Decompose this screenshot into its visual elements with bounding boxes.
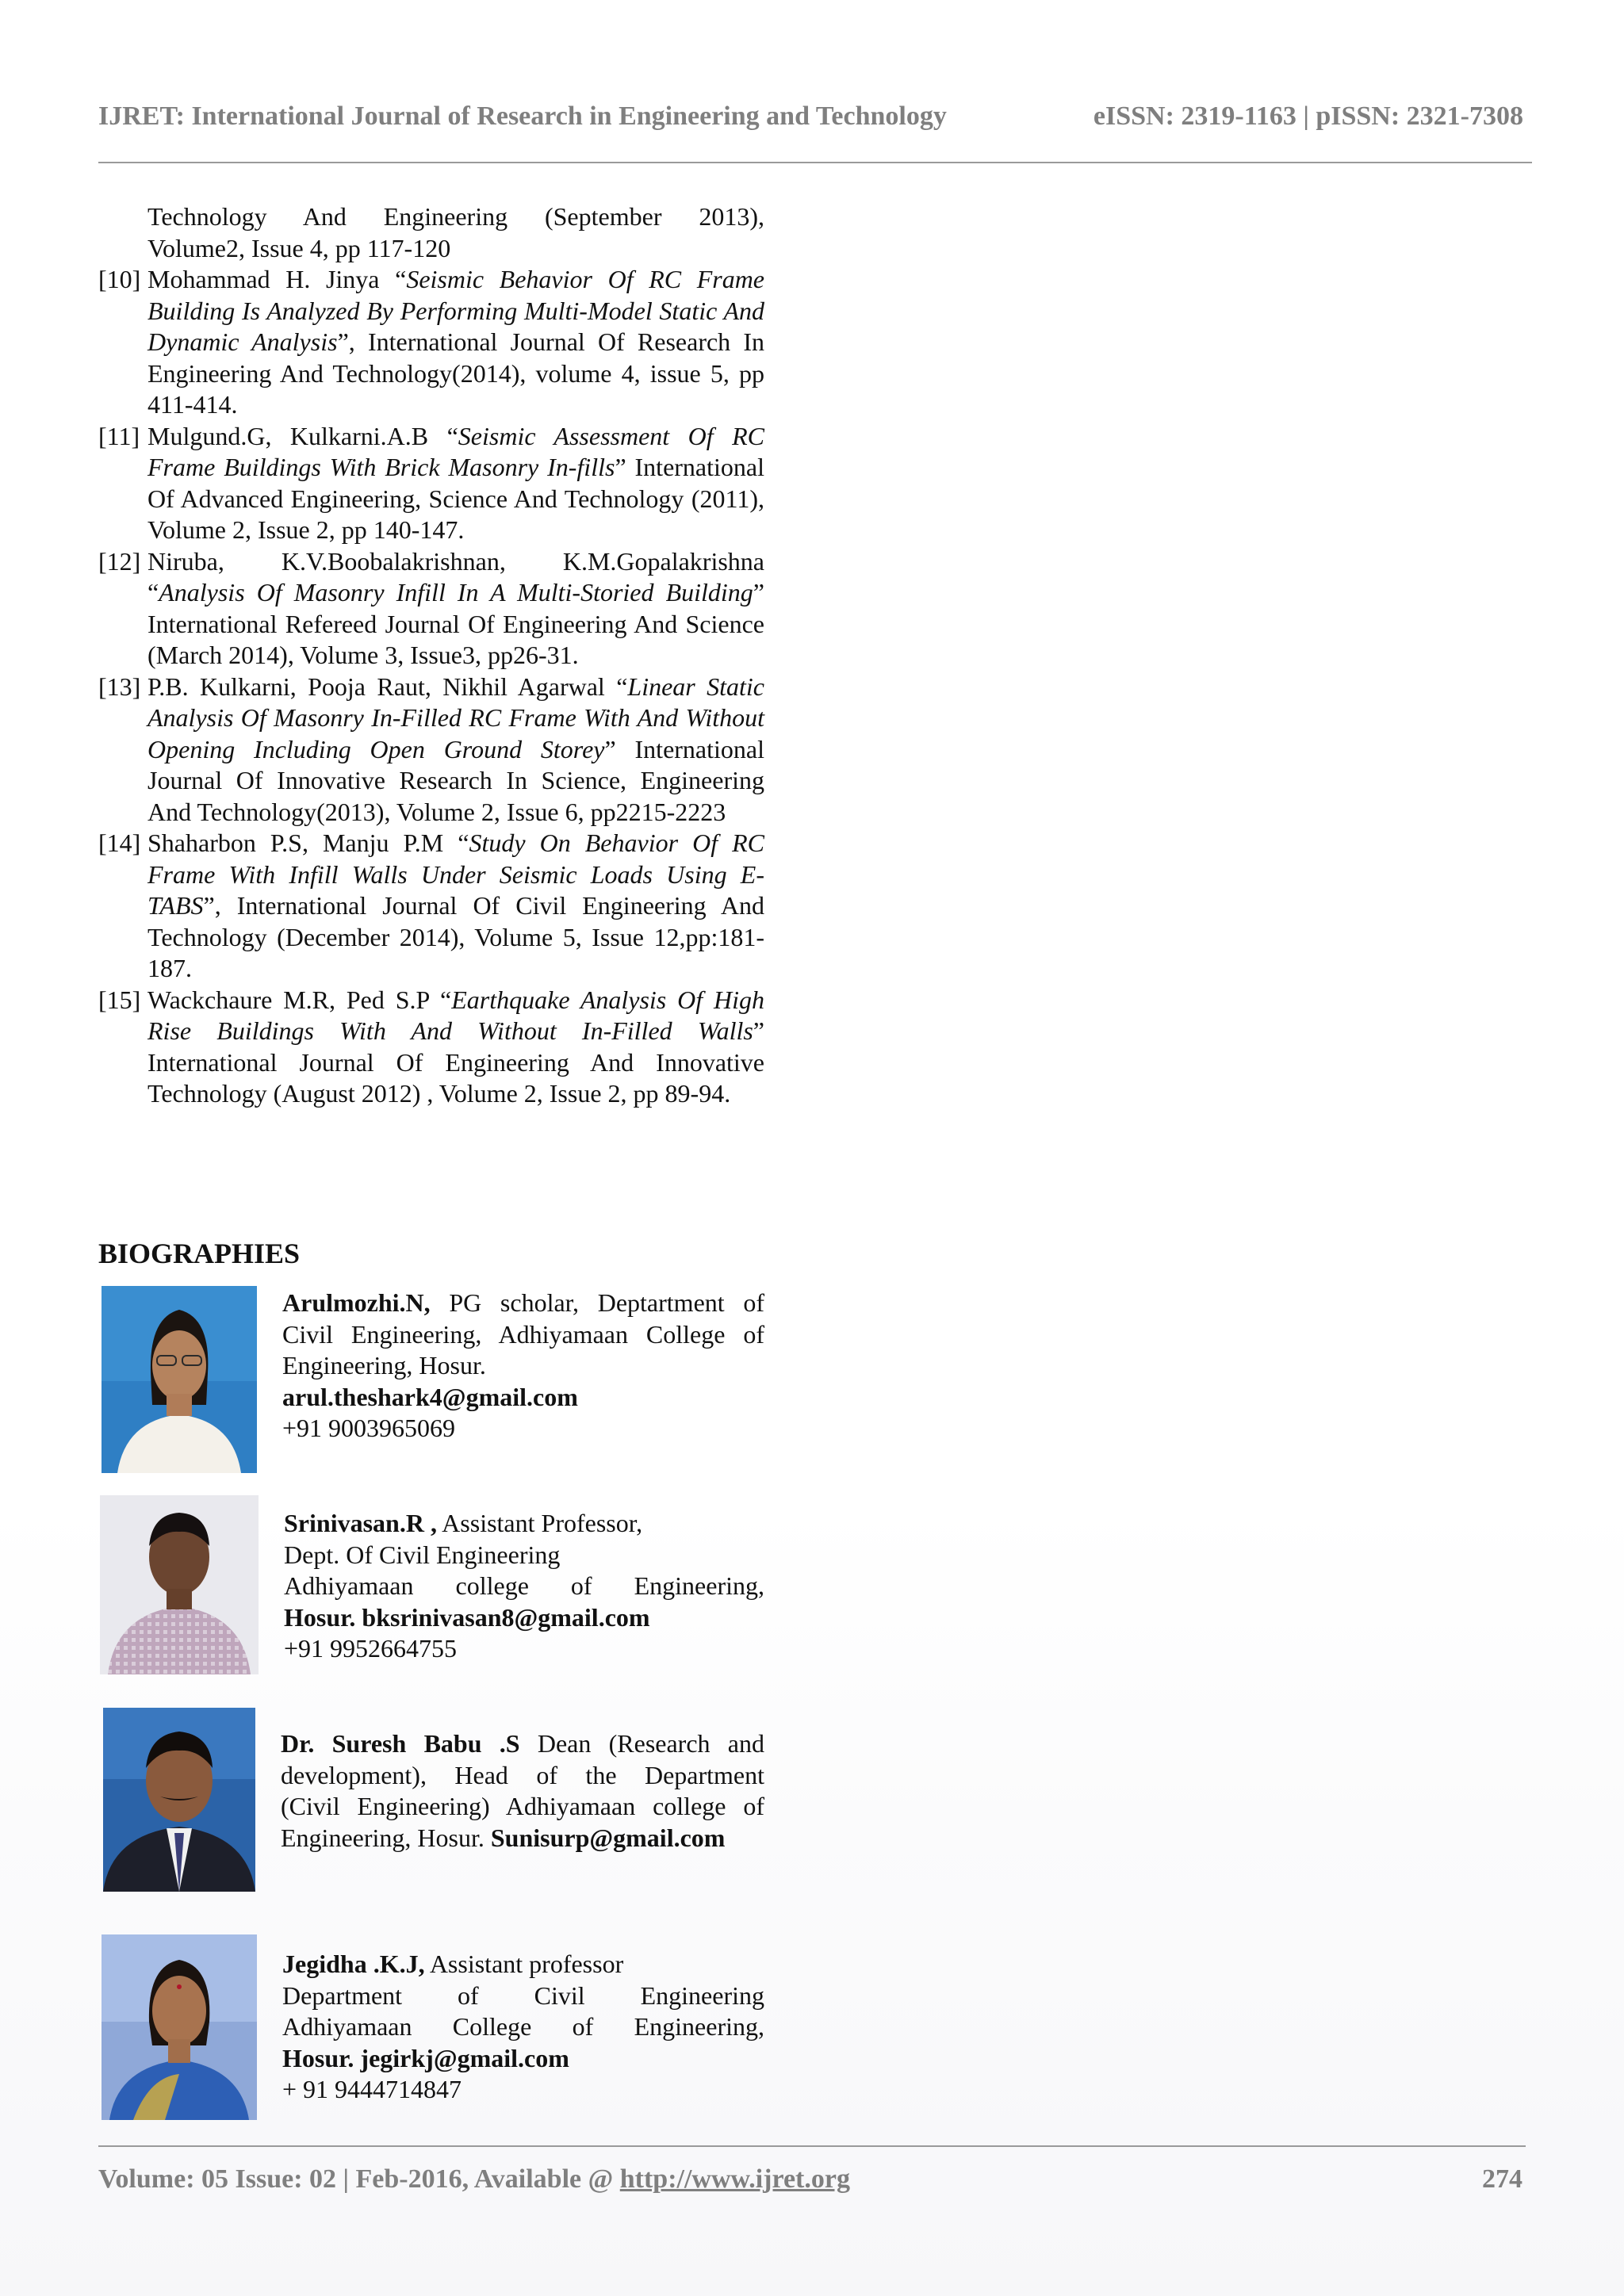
reference-number: [11] xyxy=(98,421,140,450)
footer-rule xyxy=(98,2145,1526,2147)
author-photo-suresh-babu xyxy=(103,1708,255,1892)
bio-line: Engineering, Hosur. xyxy=(281,1823,491,1852)
running-header xyxy=(98,95,1526,143)
reference-item-12 xyxy=(98,546,764,672)
author-photo-srinivasan xyxy=(100,1495,259,1674)
reference-authors: P.B. Kulkarni, Pooja Raut, Nikhil Agarwal “ xyxy=(147,672,628,701)
bio-line: Adhiyamaan College of Engineering, xyxy=(282,2012,764,2041)
reference-item-15 xyxy=(98,985,764,1110)
reference-authors: Niruba, K.V.Boobalakrishnan, K.M.Gopalakrishna “ xyxy=(147,546,764,607)
bio-line: Department of Civil Engineering xyxy=(282,1980,764,2010)
bio-name: Arulmozhi.N, xyxy=(282,1288,431,1317)
reference-number: [15] xyxy=(98,985,141,1014)
bio-name: Srinivasan.R , xyxy=(284,1509,437,1537)
reference-title: Study On Behavior Of RC Frame With Infill Walls Under Seismic Loads Using E-TABS xyxy=(147,828,764,920)
reference-title: Linear Static Analysis Of Masonry In-Filled RC Frame With And Without Opening Including Open Ground Storey xyxy=(147,672,765,763)
bio-line: Assistant Professor, xyxy=(436,1509,643,1537)
issn-text: eISSN: 2319-1163 | pISSN: 2321-7308 xyxy=(1093,101,1523,131)
bio-line: Adhiyamaan college of Engineering, xyxy=(284,1571,764,1600)
bio-text-suresh-babu xyxy=(281,1728,764,1854)
author-photo-arulmozhi xyxy=(102,1286,257,1473)
reference-source: ”, International Journal Of Civil Engineering And Technology (December 2014), Volume 5, Issue 12,pp:181-187. xyxy=(147,891,764,982)
reference-authors: Wackchaure M.R, Ped S.P “ xyxy=(147,985,452,1014)
bio-email: Hosur. bksrinivasan8@gmail.com xyxy=(284,1602,650,1632)
reference-source: ” International Of Advanced Engineering, Science And Technology (2011), Volume 2, Issue 2, pp 140-147. xyxy=(147,453,765,544)
reference-source: ” International Journal Of Innovative Research In Science, Engineering And Technology(2013), Volume 2, Issue 6, pp2215-2223 xyxy=(147,734,764,826)
bio-text-jegidha xyxy=(282,1949,764,2106)
bio-line: Dept. Of Civil Engineering xyxy=(284,1540,561,1569)
reference-authors: Shaharbon P.S, Manju P.M “ xyxy=(147,828,469,857)
bio-phone: + 91 9444714847 xyxy=(282,2075,462,2103)
reference-number: [12] xyxy=(98,546,141,576)
biographies-heading: BIOGRAPHIES xyxy=(98,1238,301,1269)
bio-line: Assistant professor xyxy=(424,1950,624,1978)
reference-title: Seismic Assessment Of RC Frame Buildings With Brick Masonry In-fills xyxy=(147,421,765,481)
reference-title: Earthquake Analysis Of High Rise Buildings With And Without In-Filled Walls xyxy=(147,985,764,1045)
bio-line: Dean (Research and xyxy=(519,1729,765,1758)
bio-email: Sunisurp@gmail.com xyxy=(490,1823,726,1852)
bio-name: Dr. Suresh Babu .S xyxy=(281,1729,520,1758)
bio-phone: +91 9003965069 xyxy=(282,1414,456,1442)
bio-line: PG scholar, Deptartment of xyxy=(430,1288,764,1317)
reference-source: ” International Refereed Journal Of Engineering And Science (March 2014), Volume 3, Issue3, pp26-31. xyxy=(147,578,764,669)
bio-email: arul.theshark4@gmail.com xyxy=(282,1382,578,1411)
bio-line: development), Head of the Department xyxy=(281,1760,764,1789)
references-list xyxy=(98,201,764,1110)
footer-volume-text: Volume: 05 Issue: 02 | Feb-2016, Available @ xyxy=(98,2164,620,2194)
bio-line: Civil Engineering, Adhiyamaan College of xyxy=(282,1319,764,1349)
bio-text-arulmozhi xyxy=(282,1288,764,1445)
journal-name: IJRET: International Journal of Research in Engineering and Technology xyxy=(98,101,947,131)
reference-item-10 xyxy=(98,264,764,421)
reference-item-continued xyxy=(98,201,764,264)
reference-source: ”, International Journal Of Research In Engineering And Technology(2014), volume 4, issue 5, pp 411-414. xyxy=(147,327,765,419)
bio-phone: +91 9952664755 xyxy=(284,1634,458,1663)
reference-item-13 xyxy=(98,672,764,828)
reference-number: [13] xyxy=(98,672,141,701)
reference-line: Volume2, Issue 4, pp 117-120 xyxy=(147,233,451,262)
reference-line: Technology And Engineering (September 2013), xyxy=(147,202,764,231)
bio-name: Jegidha .K.J, xyxy=(282,1950,425,1978)
author-photo-jegidha xyxy=(102,1934,257,2120)
header-rule xyxy=(98,162,1532,163)
reference-number: [14] xyxy=(98,828,141,857)
reference-item-14 xyxy=(98,828,764,985)
reference-source: ” International Journal Of Engineering And Innovative Technology (August 2012) , Volume 2, Issue 2, pp 89-94. xyxy=(147,1016,764,1108)
reference-item-11 xyxy=(98,421,764,546)
bio-email: Hosur. jegirkj@gmail.com xyxy=(282,2043,569,2072)
reference-number: [10] xyxy=(98,265,141,293)
bio-line: (Civil Engineering) Adhiyamaan college of xyxy=(281,1792,764,1820)
page-number: 274 xyxy=(1482,2164,1522,2194)
running-footer xyxy=(98,2164,1526,2195)
journal-website-link[interactable]: http://www.ijret.org xyxy=(619,2164,850,2194)
bio-text-srinivasan xyxy=(284,1508,764,1665)
reference-title: Seismic Behavior Of RC Frame Building Is Analyzed By Performing Multi-Model Static And Dynamic Analysis xyxy=(147,265,765,356)
bio-line: Engineering, Hosur. xyxy=(282,1351,486,1380)
reference-authors: Mulgund.G, Kulkarni.A.B “ xyxy=(147,421,458,450)
reference-authors: Mohammad H. Jinya “ xyxy=(147,265,407,293)
reference-title: Analysis Of Masonry Infill In A Multi-Storied Building xyxy=(159,578,753,607)
